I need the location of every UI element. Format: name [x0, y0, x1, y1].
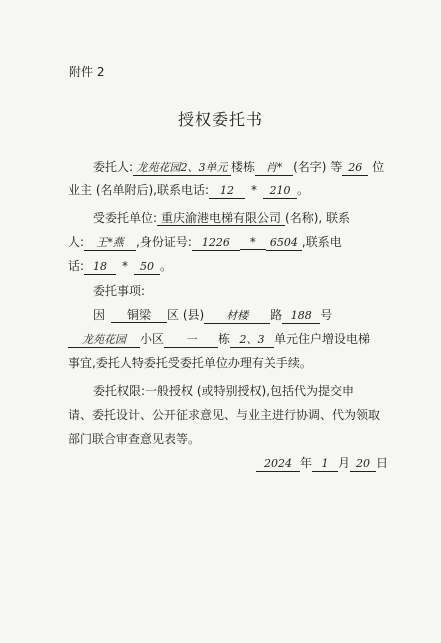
agent-name-suffix: (名称), 联系: [285, 211, 351, 225]
building-label: 楼栋: [231, 160, 256, 174]
day-label: 日: [376, 456, 389, 470]
owner-count-field: 26: [342, 161, 368, 176]
agent-phone-line: [68, 257, 172, 275]
id-label: ,身份证号:: [136, 235, 192, 249]
month-label: 月: [338, 456, 351, 470]
principal-phone-label: 业主 (名单附后),联系电话:: [68, 183, 210, 197]
building-field: 一: [164, 333, 218, 348]
units-label: 单元住户增设电梯: [274, 332, 371, 346]
agent-phone-part-a: 18: [84, 260, 116, 275]
representative-name-field: 肖*: [255, 161, 293, 176]
attachment-label: 附件 2: [69, 65, 105, 79]
matters-line-3: 事宜,委托人特委托受委托单位办理有关手续。: [68, 356, 312, 370]
agent-company-field: 重庆渝港电梯有限公司: [157, 211, 285, 226]
agent-phone-mask: *: [122, 259, 129, 273]
matters-line-2: [68, 330, 370, 348]
year-label: 年: [300, 456, 313, 470]
year-field: 2024: [256, 457, 300, 472]
district-field: 铜梁: [111, 308, 167, 323]
number-label: 号: [320, 308, 333, 322]
para2-end: 。: [160, 259, 173, 273]
principal-phone-part-a: 12: [209, 184, 245, 199]
id-mask: *: [240, 235, 266, 250]
agent-phone-prefix: 话:: [68, 259, 85, 273]
document-title: 授权委托书: [177, 110, 263, 129]
para1-end: 。: [297, 183, 310, 197]
day-field: 20: [350, 457, 376, 472]
authority-line-1: 委托权限:一般授权 (或特别授权),包括代为提交申: [93, 384, 355, 398]
authority-line-2: 请、委托设计、公开征求意见、与业主进行协调、代为领取: [68, 408, 381, 422]
agent-label: 受委托单位:: [93, 211, 158, 225]
authority-line-3: 部门联合审查意见表等。: [68, 432, 201, 446]
id-part-b: 6504: [266, 236, 302, 251]
principal-phone-mask: *: [251, 183, 258, 197]
yin-label: 因: [93, 308, 106, 322]
units-field: 2、3: [230, 333, 274, 348]
road-field: 材楼: [204, 309, 270, 324]
signature-date: [256, 454, 388, 472]
id-part-a: 1226: [192, 236, 240, 251]
contact-label: 人:: [68, 235, 85, 249]
month-field: 1: [312, 457, 338, 472]
agent-phone-part-b: 50: [134, 260, 160, 275]
principal-phone-line: [68, 181, 309, 199]
contact-name-field: 王*燕: [84, 236, 136, 251]
count-unit: 位: [372, 160, 385, 174]
name-suffix: (名字) 等: [293, 160, 343, 174]
principal-label: 委托人:: [93, 160, 134, 174]
principal-phone-part-b: 210: [263, 184, 297, 199]
house-number-field: 188: [282, 309, 320, 324]
principal-line: [93, 158, 384, 176]
agent-contact-line: [68, 233, 342, 251]
community-label: 小区: [140, 332, 165, 346]
building-label: 栋: [218, 332, 231, 346]
agent-phone-label: ,联系电: [301, 235, 342, 249]
district-label: 区 (县): [167, 308, 205, 322]
principal-name-field: 龙苑花园2、3单元: [133, 161, 231, 176]
matters-line-1: [93, 306, 332, 324]
matters-heading: 委托事项:: [93, 284, 146, 298]
community-field: 龙苑花园: [68, 333, 140, 348]
agent-line: [93, 209, 350, 226]
road-label: 路: [270, 308, 283, 322]
